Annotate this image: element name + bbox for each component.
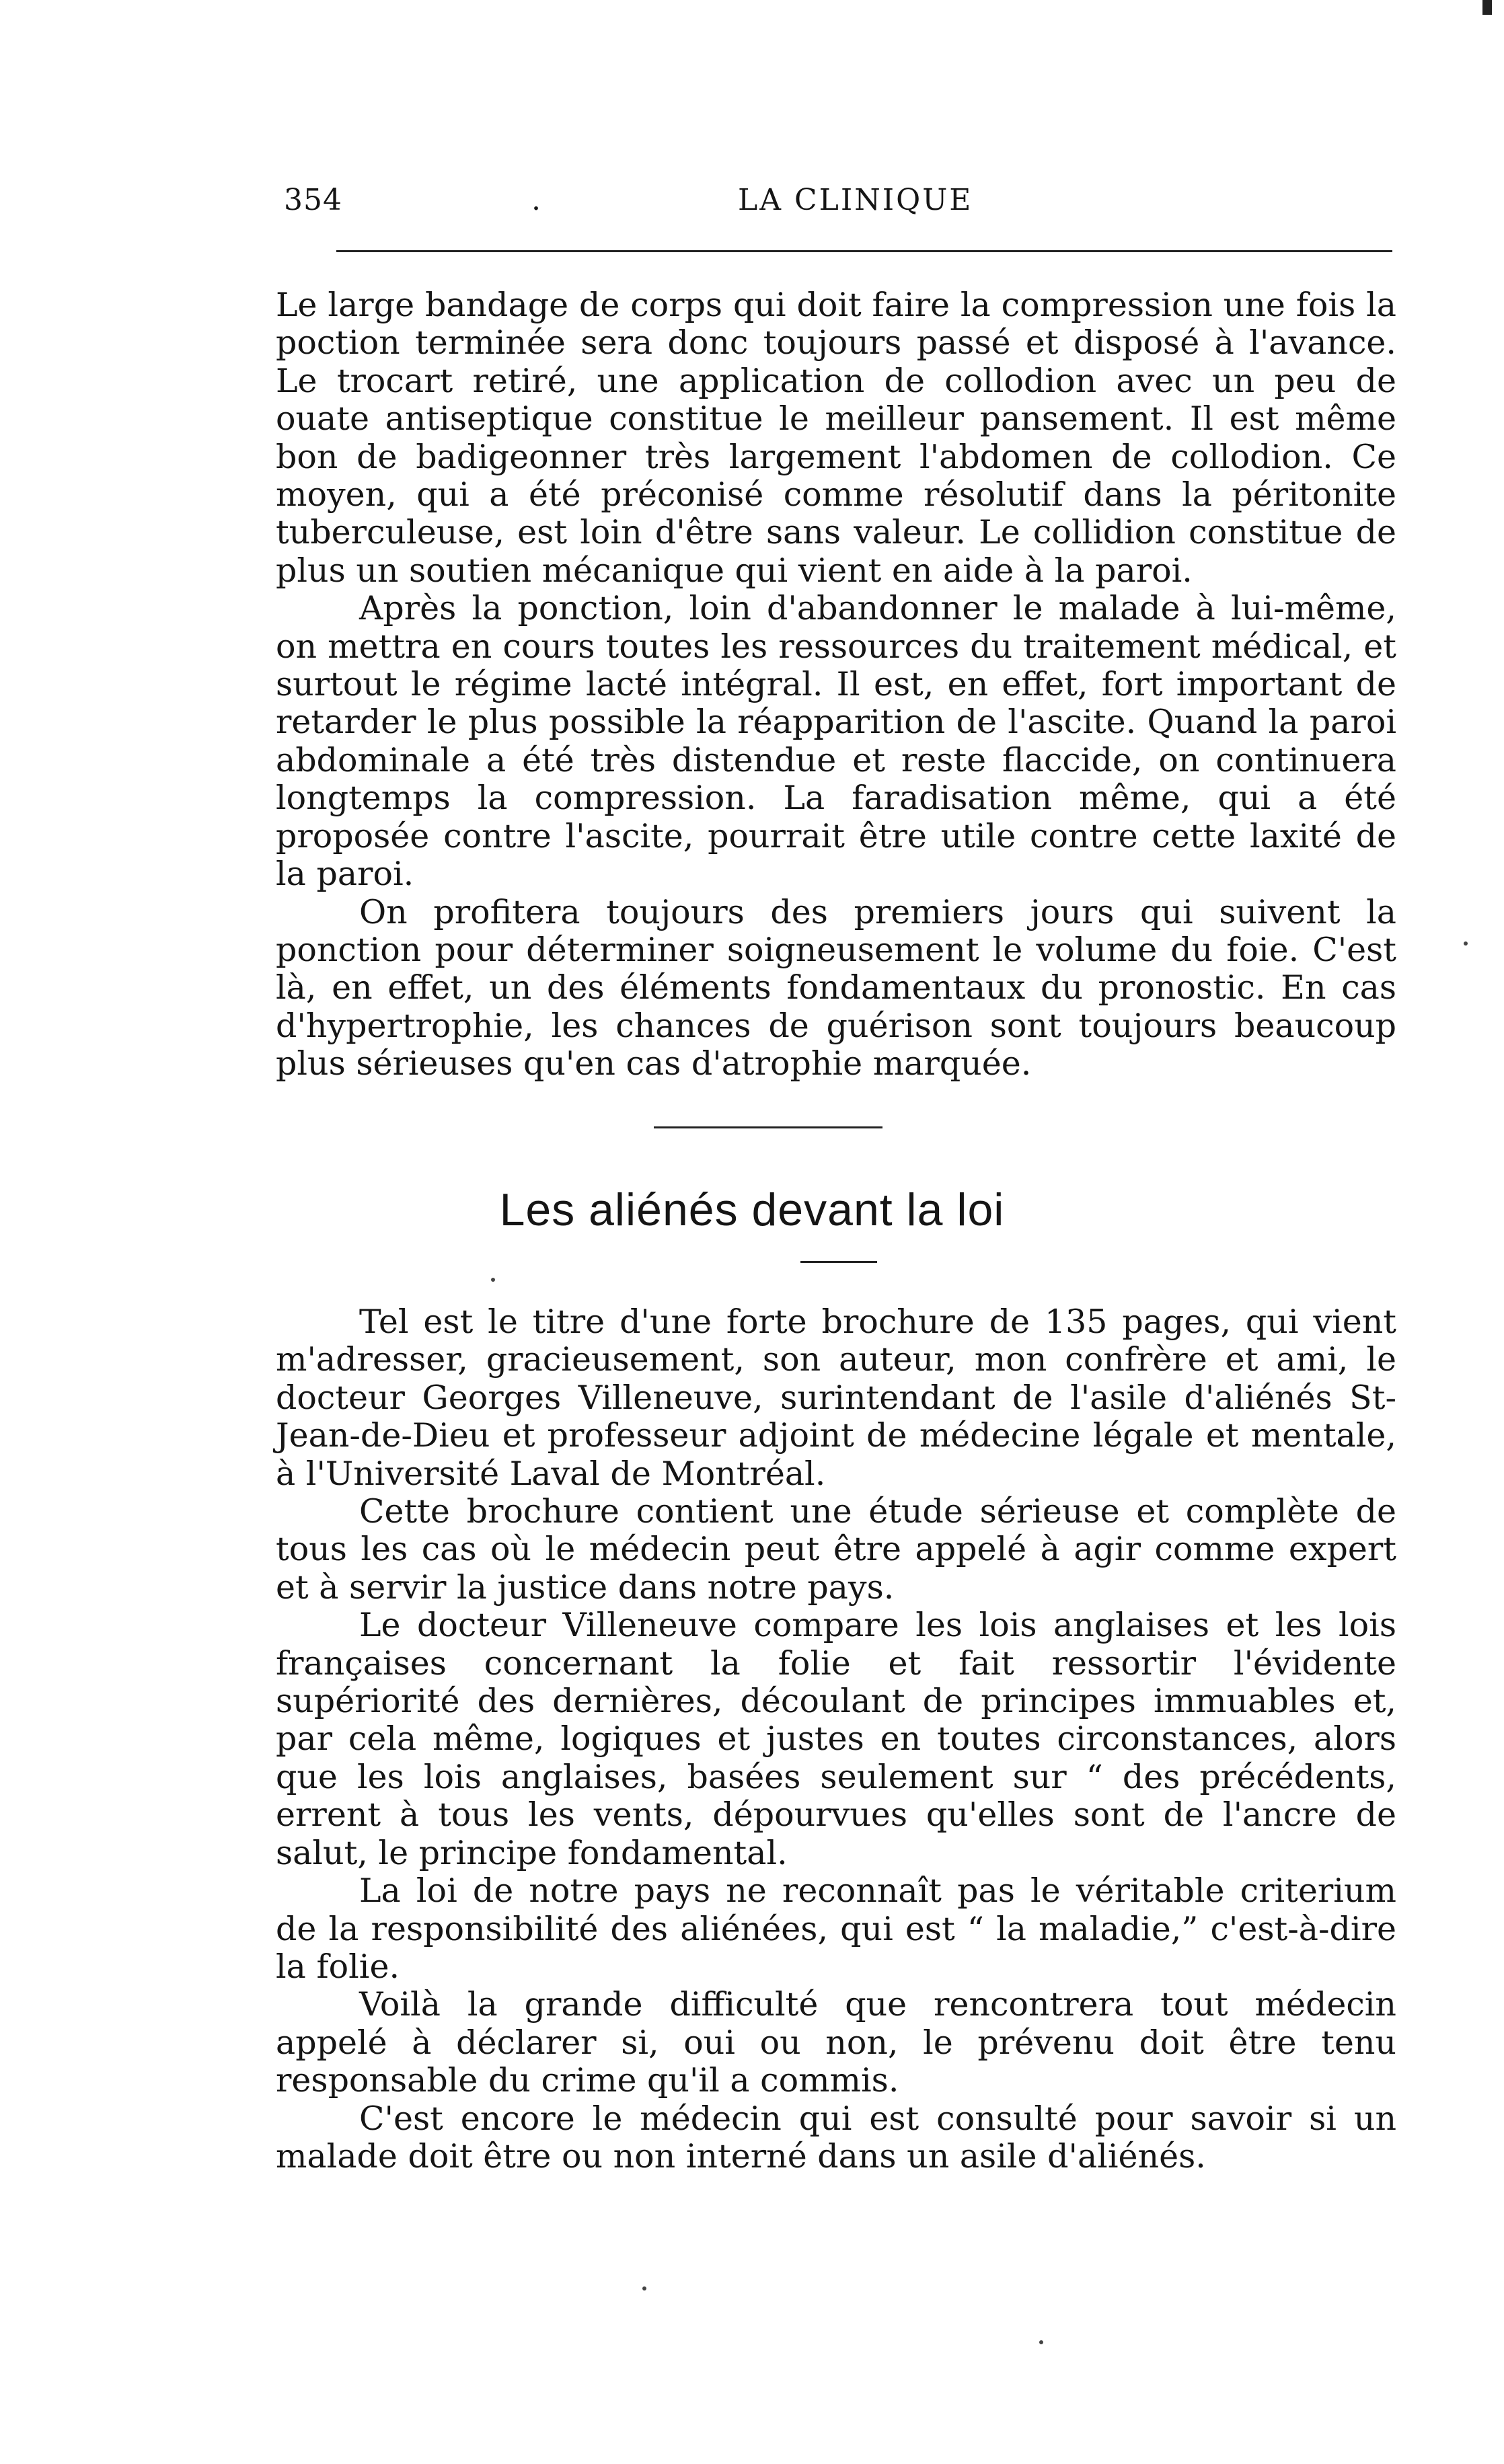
paragraph: Cette brochure contient une étude sérieuse et complète de tous les cas où le médecin peut être appelé à agir comme expert et à servir la justice dans notre pays.	[276, 1492, 1396, 1607]
journal-title: LA CLINIQUE	[738, 183, 973, 217]
page-number: 354	[284, 183, 342, 217]
paragraph: La loi de notre pays ne reconnaît pas le véritable criterium de la responsibilité des aliénées, qui est “ la maladie,” c'est-à-dire la folie.	[276, 1872, 1396, 1986]
print-speck	[1039, 2340, 1043, 2344]
section-divider-rule	[654, 1126, 882, 1128]
preceding-article-text	[276, 286, 1396, 1083]
header-dot: .	[531, 183, 541, 217]
paragraph: On profitera toujours des premiers jours qui suivent la ponction pour déterminer soigneusement le volume du foie. C'est là, en effet, un des éléments fondamentaux du pronostic. En cas d'hypertrophie, les chances de guérison sont toujours beaucoup plus sérieuses qu'en cas d'atrophie marquée.	[276, 892, 1396, 1083]
paragraph: Tel est le titre d'une forte brochure de 135 pages, qui vient m'adresser, gracieusement, son auteur, mon confrère et ami, le docteur Georges Villeneuve, surintendant de l'asile d'aliénés St-Jean-de-Dieu et professeur adjoint de médecine légale et mentale, à l'Université Laval de Montréal.	[276, 1303, 1396, 1493]
corner-print-mark	[1482, 0, 1492, 15]
article-title: Les aliénés devant la loi	[499, 1184, 1005, 1235]
print-speck	[491, 1278, 495, 1282]
article-body	[276, 1303, 1396, 2176]
paragraph: Voilà la grande difficulté que rencontrera tout médecin appelé à déclarer si, oui ou non, le prévenu doit être tenu responsable du crime qu'il a commis.	[276, 1985, 1396, 2100]
title-ornament-dash	[800, 1261, 877, 1263]
paragraph: Après la ponction, loin d'abandonner le malade à lui-même, on mettra en cours toutes les ressources du traitement médical, et surtout le régime lacté intégral. Il est, en effet, fort important de retarder le plus possible la réapparition de l'ascite. Quand la paroi abdominale a été très distendue et reste flaccide, on continuera longtemps la compression. La faradisation même, qui a été proposée contre l'ascite, pourrait être utile contre cette laxité de la paroi.	[276, 589, 1396, 894]
print-speck	[1464, 941, 1468, 946]
paragraph: Le large bandage de corps qui doit faire la compression une fois la poction terminée sera donc toujours passé et disposé à l'avance. Le trocart retiré, une application de collodion avec un peu de ouate antiseptique constitue le meilleur pansement. Il est même bon de badigeonner très largement l'abdomen de collodion. Ce moyen, qui a été préconisé comme résolutif dans la péritonite tuberculeuse, est loin d'être sans valeur. Le collidion constitue de plus un soutien mécanique qui vient en aide à la paroi.	[276, 286, 1396, 590]
header-rule	[336, 250, 1392, 252]
paragraph: Le docteur Villeneuve compare les lois anglaises et les lois françaises concernant la folie et fait ressortir l'évidente supériorité des dernières, découlant de principes immuables et, par cela même, logiques et justes en toutes circonstances, alors que les lois anglaises, basées seulement sur “ des précédents, errent à tous les vents, dépourvues qu'elles sont de l'ancre de salut, le principe fondamental.	[276, 1606, 1396, 1872]
running-head	[284, 183, 1391, 223]
paragraph: C'est encore le médecin qui est consulté pour savoir si un malade doit être ou non interné dans un asile d'aliénés.	[276, 2099, 1396, 2176]
print-speck	[642, 2286, 646, 2290]
